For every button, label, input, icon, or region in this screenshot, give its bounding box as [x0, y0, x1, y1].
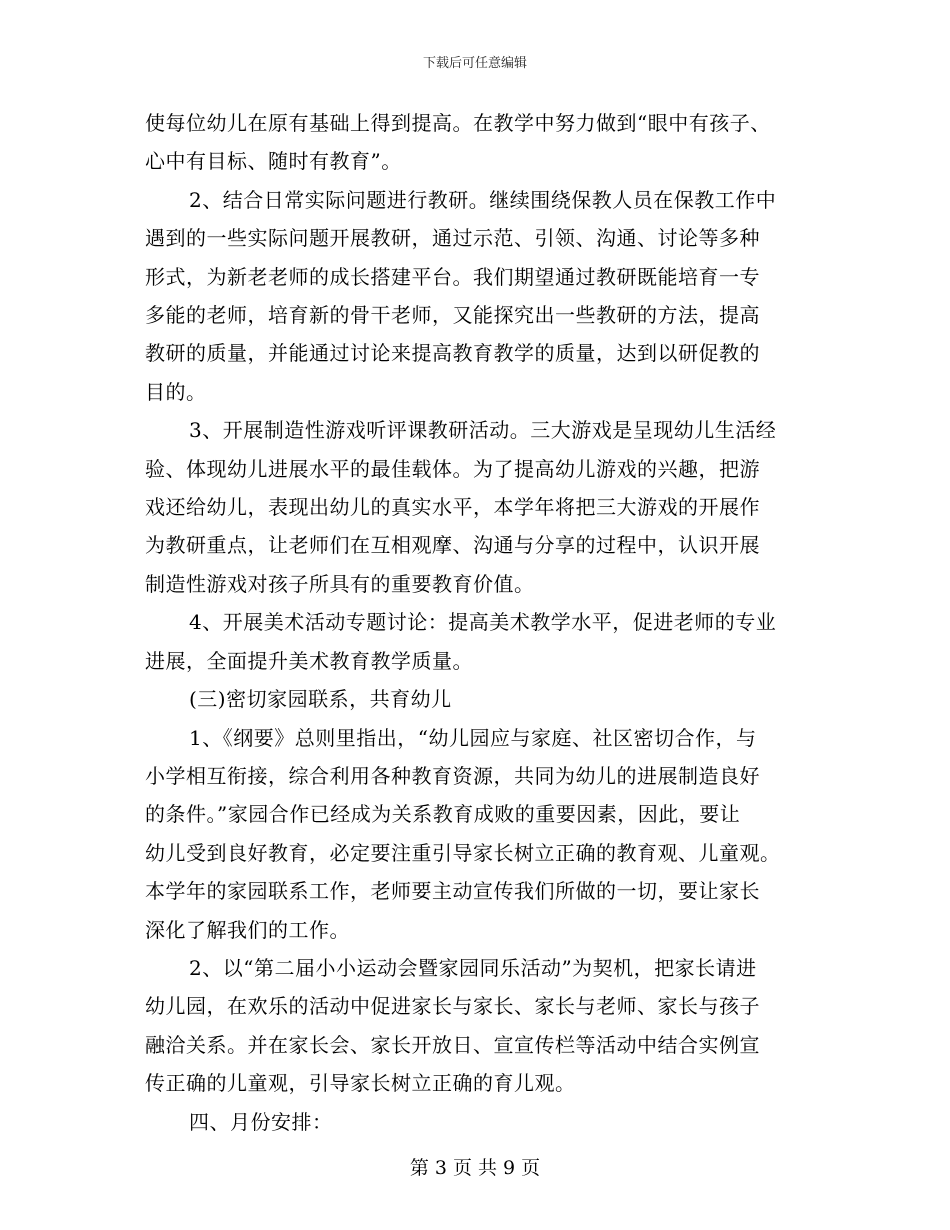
text-line: 形式，为新老老师的成长搭建平台。我们期望通过教研既能培育一专	[145, 264, 760, 289]
text-line: 4、开展美术活动专题讨论：提高美术教学水平，促进老师的专业	[189, 610, 777, 635]
text-line: 幼儿园，在欢乐的活动中促进家长与家长、家长与老师、家长与孩子	[145, 994, 760, 1019]
text-line: 为教研重点，让老师们在互相观摩、沟通与分享的过程中，认识开展	[145, 533, 760, 558]
section-heading: 四、月份安排：	[189, 1109, 333, 1134]
text-line: 多能的老师，培育新的骨干老师，又能探究出一些教研的方法，提高	[145, 303, 760, 328]
text-line: 验、体现幼儿进展水平的最佳载体。为了提高幼儿游戏的兴趣，把游	[145, 456, 760, 481]
text-line: 遇到的一些实际问题开展教研，通过示范、引领、沟通、讨论等多种	[145, 226, 760, 251]
text-line: 使每位幼儿在原有基础上得到提高。在教学中努力做到“眼中有孩子、	[145, 111, 771, 135]
document-body	[145, 104, 805, 1141]
text-line: 戏还给幼儿，表现出幼儿的真实水平，本学年将把三大游戏的开展作	[145, 495, 760, 520]
text-line: 目的。	[145, 379, 207, 404]
text-line: 制造性游戏对孩子所具有的重要教育价值。	[145, 571, 535, 596]
text-line: 传正确的儿童观，引导家长树立正确的育儿观。	[145, 1071, 576, 1096]
text-line: 进展，全面提升美术教育教学质量。	[145, 648, 473, 673]
text-line: 深化了解我们的工作。	[145, 917, 350, 942]
text-line: 小学相互衔接，综合利用各种教育资源，共同为幼儿的进展制造良好	[145, 763, 760, 788]
page-number-footer: 第 3 页 共 9 页	[409, 1157, 541, 1179]
text-line: 教研的质量，并能通过讨论来提高教育教学的质量，达到以研促教的	[145, 341, 760, 366]
section-heading: (三)密切家园联系，共育幼儿	[189, 687, 452, 712]
text-line: 幼儿受到良好教育，必定要注重引导家长树立正确的教育观、儿童观。	[145, 840, 781, 865]
text-line: 1、《纲要》总则里指出，“幼儿园应与家庭、社区密切合作，与	[189, 725, 757, 750]
text-line: 融洽关系。并在家长会、家长开放日、宣宣传栏等活动中结合实例宣	[145, 1032, 760, 1057]
text-line: 3、开展制造性游戏听评课教研活动。三大游戏是呈现幼儿生活经	[189, 418, 777, 443]
text-line: 2、以“第二届小小运动会暨家园同乐活动”为契机，把家长请进	[189, 955, 757, 980]
text-line: 的条件。”家园合作已经成为关系教育成败的重要因素，因此，要让	[145, 802, 741, 827]
text-line: 心中有目标、随时有教育”。	[145, 149, 402, 174]
text-line: 本学年的家园联系工作，老师要主动宣传我们所做的一切，要让家长	[145, 879, 760, 904]
page-header-note: 下载后可任意编辑	[422, 56, 527, 71]
text-line: 2、结合日常实际问题进行教研。继续围绕保教人员在保教工作中	[189, 187, 777, 212]
